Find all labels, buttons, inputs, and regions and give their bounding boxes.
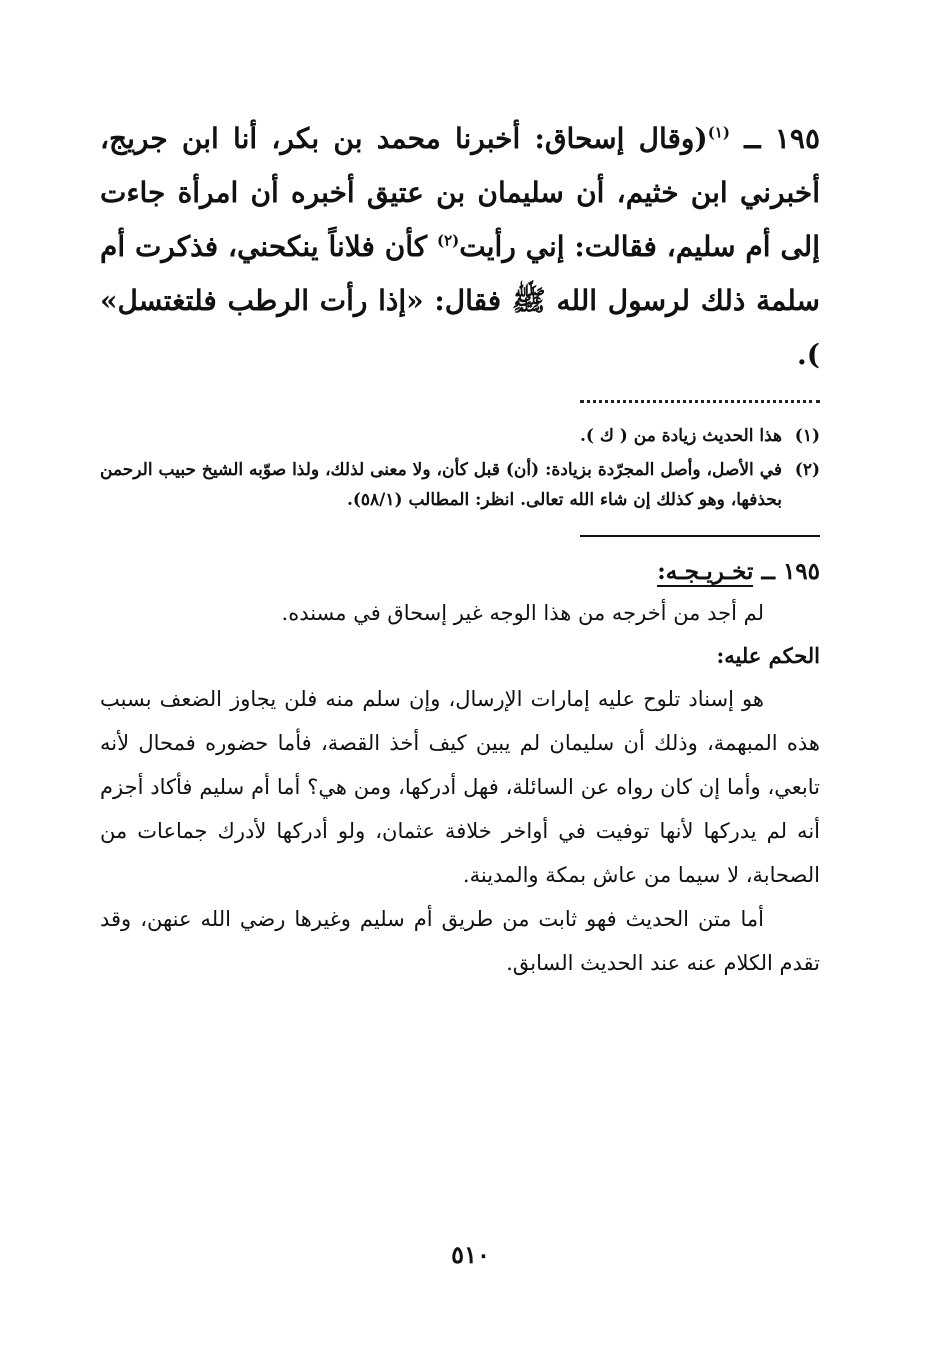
hadith-text-part-1: (وقال إسحاق: أخبرنا محمد بن بكر، أنا ابن جريج، أخبرني ابن خثيم، أن سليمان بن عتيق أخبره أن امرأة جاءت إلى أم سليم، فقالت: إني رأيت <box>100 122 820 263</box>
footnote-text: هذا الحديث زيادة من ( ك ). <box>579 426 782 446</box>
takhrij-text: لم أجد من أخرجه من هذا الوجه غير إسحاق في مسنده. <box>281 601 764 625</box>
footnote-separator <box>580 392 820 403</box>
takhrij-number: ١٩٥ ــ <box>761 558 820 585</box>
footnote-text: في الأصل، وأصل المجرّدة بزيادة: (أن) قبل كأن، ولا معنى لذلك، ولذا صوّبه الشيخ حبيب الرحمن بحذفها، وهو كذلك إن شاء الله تعالى. انظر: المطالب (٥٨/١). <box>100 460 782 510</box>
page-content <box>100 112 820 985</box>
hadith-text-part-2: كأن فلاناً ينكحني، فذكرت أم سلمة ذلك لرسول الله ﷺ فقال: «إذا رأت الرطب فلتغتسل» ). <box>100 230 820 371</box>
footnote-item <box>100 455 820 515</box>
takhrij-label: تخـريـجـه: <box>657 558 754 585</box>
page-number: ٥١٠ <box>451 1240 490 1269</box>
hukm-paragraph-2: أما متن الحديث فهو ثابت من طريق أم سليم وغيرها رضي الله عنهن، وقد تقدم الكلام عنه عند الحديث السابق. <box>100 907 820 975</box>
footnote-item <box>100 421 820 451</box>
footnotes <box>100 421 820 515</box>
footnote-mark: (٢) <box>794 460 820 480</box>
footnote-mark: (١) <box>794 426 820 446</box>
footnote-ref-2: (٢) <box>436 231 460 250</box>
hukm-heading: الحكم عليه: <box>716 643 820 668</box>
section-rule <box>580 535 820 537</box>
hukm-paragraph-1: هو إسناد تلوح عليه إمارات الإرسال، وإن سلم منه فلن يجاوز الضعف بسبب هذه المبهمة، وذلك أن سليمان لم يبين كيف أخذ القصة، فأما حضوره فمحال لأنه تابعي، وأما إن كان رواه عن السائلة، فهل أدركها، ومن هي؟ أما أم سليم فأكاد أجزم أنه لم يدركها لأنها توفيت في أواخر خلافة عثمان، ولو أدركها لأدرك جماعات من الصحابة، لا سيما من عاش بمكة والمدينة. <box>100 687 820 887</box>
hadith-text <box>100 112 820 382</box>
takhrij-heading <box>100 553 820 591</box>
footnote-ref-1: (١) <box>707 123 730 142</box>
hadith-number: ١٩٥ ــ <box>744 122 820 155</box>
